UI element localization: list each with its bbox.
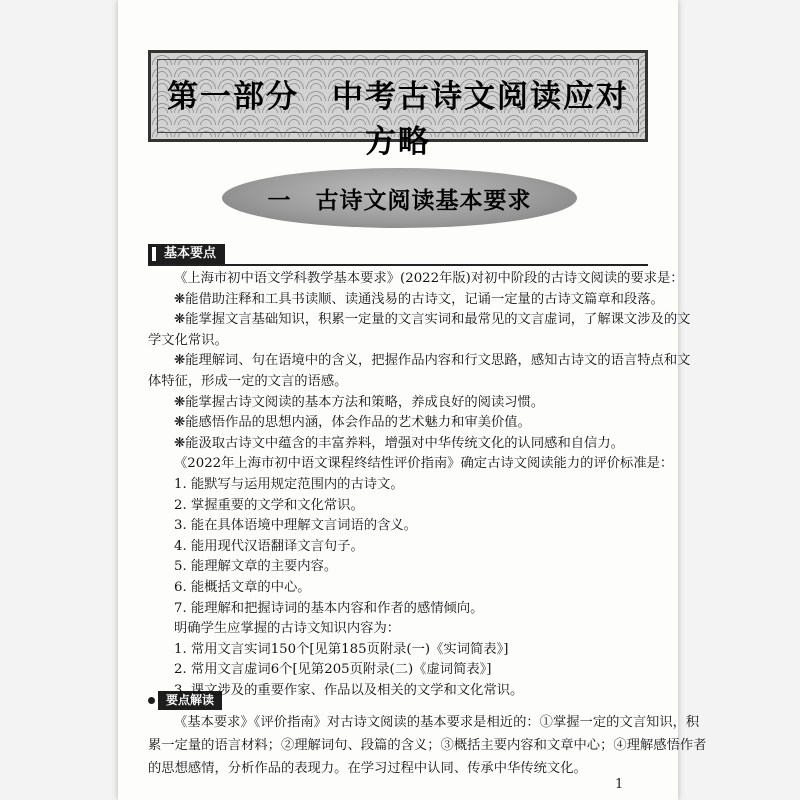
- list-item: 7. 能理解和把握诗词的基本内容和作者的感情倾向。: [174, 600, 484, 616]
- page-number: 1: [615, 777, 624, 792]
- section-title: 一 古诗文阅读基本要求: [267, 188, 532, 214]
- tag-divider: [148, 264, 648, 266]
- text-line: 的思想感情，分析作品的表现力。在学习过程中认同、传承中华传统文化。: [148, 761, 587, 776]
- text-line: ❋能借助注释和工具书读顺、读通浅易的古诗文，记诵一定量的古诗文篇章和段落。: [174, 291, 664, 307]
- text-line: ❋能掌握古诗文阅读的基本方法和策略，养成良好的阅读习惯。: [174, 394, 545, 410]
- text-line: ❋能理解词、句在语境中的含义，把握作品内容和行文思路，感知古诗文的语言特点和文: [174, 353, 691, 369]
- key-points-tag: 基本要点: [148, 244, 225, 264]
- list-item: 4. 能用现代汉语翻译文言句子。: [174, 538, 364, 554]
- text-line: ❋能掌握文言基础知识，积累一定量的文言实词和最常见的文言虚词，了解课文涉及的文: [174, 312, 691, 328]
- list-item: 3. 能在具体语境中理解文言词语的含义。: [174, 518, 417, 534]
- text-line: 明确学生应掌握的古诗文知识内容为：: [174, 621, 401, 637]
- section-title-oval: [222, 168, 577, 228]
- text-line: 学文化常识。: [148, 332, 228, 348]
- part-title: 第一部分 中考古诗文阅读应对方略: [167, 79, 629, 160]
- part-title-banner: [148, 50, 648, 160]
- list-item: 1. 能默写与运用规定范围内的古诗文。: [174, 477, 404, 492]
- knowledge-item: 1. 常用文言实词150个[见第185页附录(一)《实词简表》]: [174, 641, 509, 657]
- text-line: ❋能汲取古诗文中蕴含的丰富养料，增强对中华传统文化的认同感和自信力。: [174, 435, 624, 451]
- text-line: ❋能感悟作品的思想内涵，体会作品的艺术魅力和审美价值。: [174, 415, 531, 431]
- text-line: 累一定量的语言材料；②理解词句、段篇的含义；③概括主要内容和文章中心；④理解感悟作者: [148, 738, 707, 753]
- text-line: 《上海市初中语文学科教学基本要求》(2022年版)对初中阶段的古诗文阅读的要求是：: [174, 271, 684, 286]
- list-item: 2. 掌握重要的文学和文化常识。: [174, 497, 364, 513]
- knowledge-item: 3. 课文涉及的重要作家、作品以及相关的文学和文化常识。: [174, 683, 524, 698]
- text-line: 《2022年上海市初中语文课程终结性评价指南》确定古诗文阅读能力的评价标准是：: [174, 456, 674, 472]
- text-line: 《基本要求》《评价指南》对古诗文阅读的基本要求是相近的：①掌握一定的文言知识，积: [174, 715, 700, 730]
- text-line: 体特征，形成一定的文言的语感。: [148, 374, 348, 389]
- focus-tag: 要点解读: [158, 691, 222, 710]
- list-item: 6. 能概括文章的中心。: [174, 580, 311, 595]
- list-item: 5. 能理解文章的主要内容。: [174, 559, 338, 575]
- knowledge-item: 2. 常用文言虚词6个[见第205页附录(二)《虚词简表》]: [174, 662, 492, 678]
